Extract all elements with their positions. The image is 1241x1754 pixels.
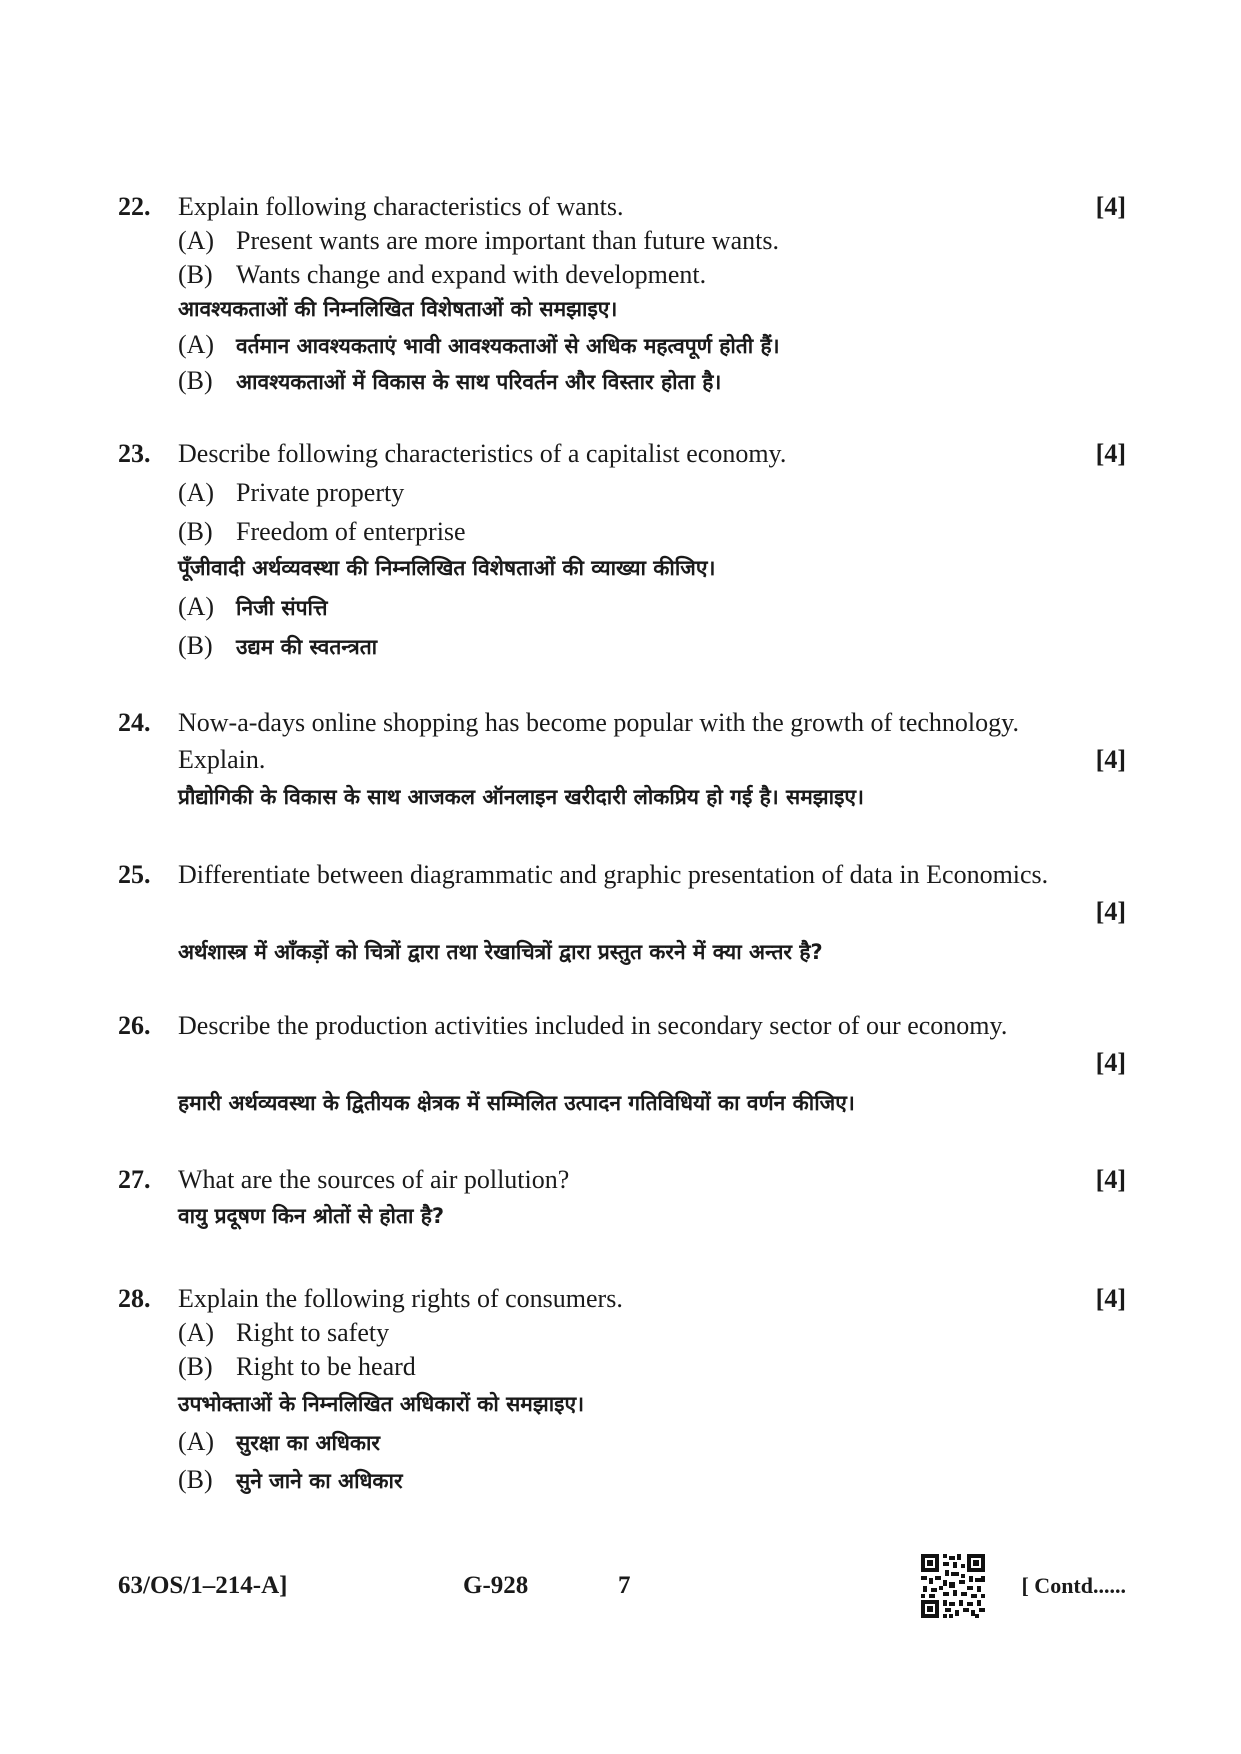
question-text-hindi: प्रौद्योगिकी के विकास के साथ आजकल ऑनलाइन खरीदारी लोकप्रिय हो गई है। समझाइए। bbox=[178, 785, 864, 809]
question-23 bbox=[118, 437, 1126, 663]
question-text: What are the sources of air pollution? bbox=[178, 1165, 570, 1194]
question-text-hindi: वायु प्रदूषण किन श्रोतों से होता है? bbox=[178, 1204, 445, 1228]
option-a-hindi: (A) सुरक्षा का अधिकार bbox=[178, 1427, 381, 1456]
question-number: 28. bbox=[118, 1284, 151, 1313]
question-text-hindi: उपभोक्ताओं के निम्नलिखित अधिकारों को समझाइए। bbox=[178, 1392, 585, 1416]
option-b: (B) Freedom of enterprise bbox=[178, 517, 466, 546]
option-b: (B) Wants change and expand with development. bbox=[178, 260, 707, 289]
marks: [4] bbox=[1095, 1048, 1126, 1077]
option-b: (B) Right to be heard bbox=[178, 1352, 416, 1381]
option-a: (A) Right to safety bbox=[178, 1318, 390, 1347]
question-text: Differentiate between diagrammatic and graphic presentation of data in Economics. bbox=[178, 860, 1049, 889]
option-a-hindi: (A) वर्तमान आवश्यकताएं भावी आवश्यकताओं से अधिक महत्वपूर्ण होती हैं। bbox=[178, 330, 780, 359]
question-text: Explain the following rights of consumers. bbox=[178, 1284, 623, 1313]
marks: [4] bbox=[1095, 1284, 1126, 1313]
question-number: 25. bbox=[118, 860, 151, 889]
question-24 bbox=[118, 706, 1126, 814]
question-26 bbox=[118, 1009, 1126, 1120]
question-number: 27. bbox=[118, 1165, 151, 1194]
question-text-hindi: अर्थशास्त्र में आँकड़ों को चित्रों द्वारा तथा रेखाचित्रों द्वारा प्रस्तुत करने में क्या अन्तर है? bbox=[178, 940, 823, 964]
qr-code-icon bbox=[921, 1554, 985, 1618]
option-b-hindi: (B) उद्यम की स्वतन्त्रता bbox=[178, 631, 378, 660]
question-number: 26. bbox=[118, 1011, 151, 1040]
option-a: (A) Present wants are more important than future wants. bbox=[178, 226, 779, 255]
marks: [4] bbox=[1095, 192, 1126, 221]
question-text-hindi: आवश्यकताओं की निम्नलिखित विशेषताओं को समझाइए। bbox=[178, 297, 618, 321]
set-code: G-928 bbox=[463, 1572, 529, 1599]
option-a-hindi: (A) निजी संपत्ति bbox=[178, 592, 328, 621]
continued-label: [ Contd...... bbox=[1021, 1573, 1126, 1598]
marks: [4] bbox=[1095, 745, 1126, 774]
marks: [4] bbox=[1095, 897, 1126, 926]
question-text: Explain following characteristics of wants. bbox=[178, 192, 624, 221]
question-text: Now-a-days online shopping has become popular with the growth of technology. bbox=[178, 708, 1019, 737]
question-22 bbox=[118, 190, 1126, 398]
question-25 bbox=[118, 858, 1126, 969]
paper-code: 63/OS/1–214-A] bbox=[118, 1572, 288, 1599]
question-number: 22. bbox=[118, 192, 151, 221]
question-27 bbox=[118, 1163, 1126, 1233]
question-text: Describe following characteristics of a capitalist economy. bbox=[178, 439, 787, 468]
option-a: (A) Private property bbox=[178, 478, 405, 507]
question-number: 24. bbox=[118, 708, 151, 737]
option-b-hindi: (B) आवश्यकताओं में विकास के साथ परिवर्तन और विस्तार होता है। bbox=[178, 366, 722, 395]
marks: [4] bbox=[1095, 439, 1126, 468]
question-text-continued: Explain. bbox=[178, 745, 266, 774]
question-text: Describe the production activities included in secondary sector of our economy. bbox=[178, 1011, 1008, 1040]
question-text-hindi: पूँजीवादी अर्थव्यवस्था की निम्नलिखित विशेषताओं की व्याख्या कीजिए। bbox=[178, 556, 716, 580]
page-footer bbox=[118, 1566, 1126, 1616]
option-b-hindi: (B) सुने जाने का अधिकार bbox=[178, 1465, 403, 1494]
question-number: 23. bbox=[118, 439, 151, 468]
marks: [4] bbox=[1095, 1165, 1126, 1194]
page-number: 7 bbox=[618, 1572, 631, 1599]
question-text-hindi: हमारी अर्थव्यवस्था के द्वितीयक क्षेत्रक में सम्मिलित उत्पादन गतिविधियों का वर्णन कीजिए। bbox=[178, 1091, 855, 1115]
question-28 bbox=[118, 1282, 1126, 1497]
